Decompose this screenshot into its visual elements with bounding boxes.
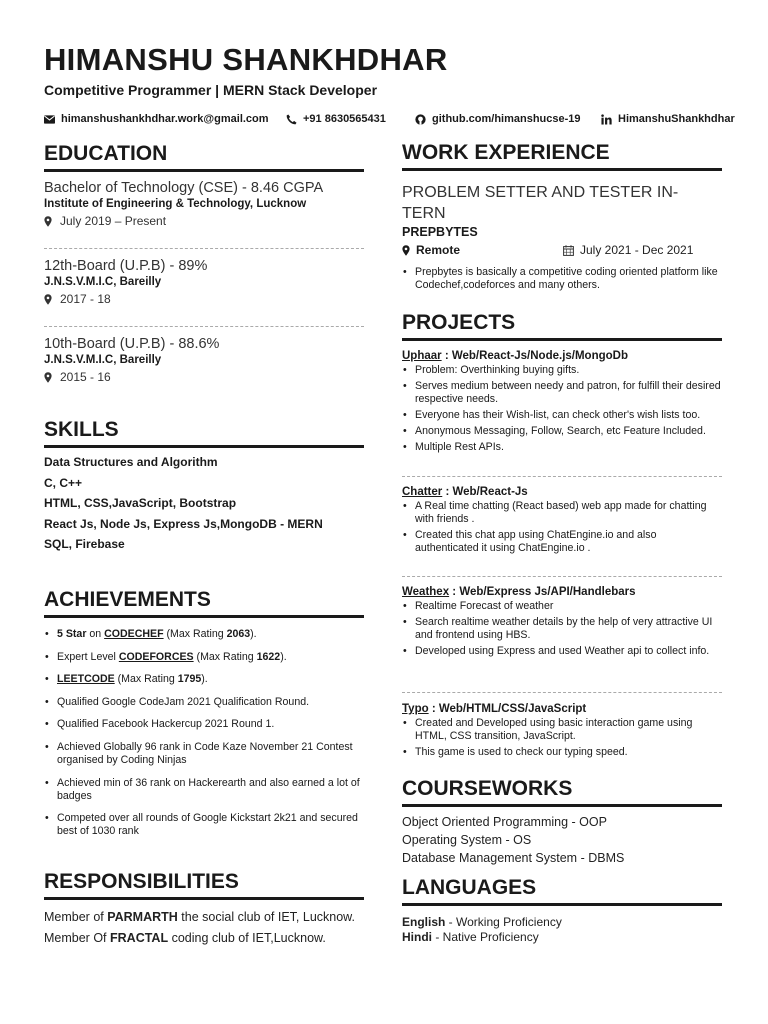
job-dates	[563, 243, 693, 257]
job-meta	[402, 242, 722, 260]
course-item: Operating System - OS	[402, 833, 532, 847]
rating-value: 2063	[226, 628, 251, 640]
institution-name: J.N.S.V.M.I.C, Bareilly	[44, 276, 162, 288]
list-item: • Realtime Forecast of weather	[402, 600, 722, 613]
project-entry	[402, 586, 722, 661]
degree-title: 10th-Board (U.P.B) - 88.6%	[44, 336, 220, 352]
responsibility-item	[44, 928, 364, 949]
language-name: English	[402, 915, 446, 929]
degree-title: 12th-Board (U.P.B) - 89%	[44, 258, 208, 274]
rating-value: 1622	[256, 650, 281, 663]
project-stack: : Web/Express Js/API/Handlebars	[449, 586, 636, 598]
codechef-link[interactable]: CODECHEF	[104, 628, 164, 640]
skill-item: React Js, Node Js, Express Js,MongoDB - MERN	[44, 516, 323, 531]
responsibilities-list	[44, 907, 364, 949]
institution-name: Institute of Engineering & Technology, Lucknow	[44, 198, 307, 210]
project-name[interactable]: Chatter	[402, 486, 443, 498]
github-text: github.com/himanshucse-19	[432, 113, 581, 125]
project-name[interactable]: Typo	[402, 703, 429, 715]
project-title	[402, 586, 722, 598]
list-item	[44, 651, 364, 664]
phone-text: +91 8630565431	[303, 113, 386, 125]
calendar-icon	[563, 245, 574, 256]
list-item	[44, 673, 364, 686]
skill-item: C, C++	[44, 475, 83, 490]
text-fragment: (Max Rating	[114, 673, 178, 686]
work-bullets	[402, 266, 722, 292]
skills-heading: SKILLS	[44, 418, 364, 448]
institution-name: J.N.S.V.M.I.C, Bareilly	[44, 354, 162, 366]
list-item: • A Real time chatting (React based) web app made for chatting with friends .	[402, 500, 722, 526]
divider	[402, 476, 722, 477]
education-date	[44, 214, 364, 228]
education-date	[44, 292, 364, 306]
project-bullets	[402, 717, 722, 759]
project-stack: : Web/React-Js	[442, 486, 528, 498]
job-location	[402, 243, 460, 257]
language-level: - Working Proficiency	[445, 915, 562, 929]
project-entry	[402, 486, 722, 558]
job-role	[402, 182, 722, 224]
language-item	[402, 930, 722, 945]
envelope-icon	[44, 114, 55, 125]
education-entry	[44, 258, 364, 306]
language-level: - Native Proficiency	[432, 930, 539, 944]
text-fragment: (Max Rating	[193, 650, 257, 663]
courseworks-heading: COURSEWORKS	[402, 777, 722, 807]
text-fragment: coding club of IET,Lucknow.	[168, 931, 326, 945]
projects-heading: PROJECTS	[402, 311, 722, 341]
list-item: • Anonymous Messaging, Follow, Search, etc Feature Included.	[402, 425, 722, 438]
language-name: Hindi	[402, 930, 432, 944]
course-item: Object Oriented Programming - OOP	[402, 815, 607, 829]
text-fragment: ).	[250, 628, 257, 640]
list-item: • Prepbytes is basically a competitive coding oriented platform like Codechef,codeforces and many others.	[402, 266, 722, 292]
education-entry	[44, 180, 364, 228]
linkedin-text: HimanshuShankhdhar	[618, 113, 735, 125]
project-entry	[402, 703, 722, 762]
work-entry	[402, 182, 722, 292]
project-name[interactable]: Weathex	[402, 586, 450, 598]
list-item: • Created and Developed using basic interaction game using HTML, CSS transition, JavaScript.	[402, 717, 722, 743]
languages-heading: LANGUAGES	[402, 876, 722, 906]
linkedin-contact[interactable]	[601, 113, 735, 125]
phone-icon	[286, 114, 297, 125]
club-name: FRACTAL	[110, 931, 169, 945]
text-fragment: the social club of IET, Lucknow.	[177, 910, 355, 924]
date-text: 2015 - 16	[60, 370, 111, 384]
project-bullets	[402, 500, 722, 555]
map-pin-icon	[44, 294, 52, 305]
list-item: • Created this chat app using ChatEngine.io and also authenticated it using ChatEngine.io .	[402, 529, 722, 555]
list-item: • Achieved Globally 96 rank in Code Kaze November 21 Contest organised by Coding Ninjas	[44, 741, 364, 767]
project-entry	[402, 350, 722, 457]
map-pin-icon	[44, 216, 52, 227]
responsibility-item	[44, 907, 364, 928]
email-text: himanshushankhdhar.work@gmail.com	[61, 113, 269, 125]
divider	[44, 248, 364, 249]
github-contact[interactable]	[415, 113, 581, 125]
work-experience-heading: WORK EXPERIENCE	[402, 141, 722, 171]
project-title	[402, 703, 722, 715]
text-fragment: ).	[280, 650, 287, 663]
rating-value: 1795	[177, 673, 202, 686]
achievements-list	[44, 628, 364, 848]
list-item: • This game is used to check our typing speed.	[402, 746, 722, 759]
list-item: • Everyone has their Wish-list, can check other's wish lists too.	[402, 409, 722, 422]
project-bullets	[402, 364, 722, 454]
education-date	[44, 370, 364, 384]
date-text: July 2019 – Present	[60, 214, 167, 228]
date-text: 2017 - 18	[60, 292, 111, 306]
leetcode-link[interactable]: LEETCODE	[57, 673, 115, 686]
text-fragment: Expert Level	[57, 650, 119, 663]
divider	[402, 576, 722, 577]
project-title	[402, 350, 722, 362]
list-item: • Achieved min of 36 rank on Hackerearth and also earned a lot of badges	[44, 777, 364, 803]
skills-list	[44, 452, 364, 555]
skill-item: SQL, Firebase	[44, 537, 125, 551]
location-text: Remote	[416, 243, 461, 257]
text-fragment: (Max Rating	[163, 628, 227, 640]
divider	[44, 326, 364, 327]
list-item: • Problem: Overthinking buying gifts.	[402, 364, 722, 377]
list-item: • Qualified Google CodeJam 2021 Qualification Round.	[44, 696, 364, 709]
list-item: • Serves medium between needy and patron, for fulfill their desired respective needs.	[402, 380, 722, 406]
project-bullets	[402, 600, 722, 658]
divider	[402, 692, 722, 693]
project-name[interactable]: Uphaar	[402, 350, 442, 362]
codeforces-link[interactable]: CODEFORCES	[118, 650, 194, 663]
text-fragment: ).	[201, 673, 208, 686]
list-item	[44, 628, 364, 641]
achievements-heading: ACHIEVEMENTS	[44, 588, 364, 618]
skill-item: HTML, CSS,JavaScript, Bootstrap	[44, 496, 237, 510]
candidate-name: HIMANSHU SHANKHDHAR	[44, 42, 448, 77]
dates-text: July 2021 - Dec 2021	[580, 243, 694, 257]
map-pin-icon	[402, 245, 410, 256]
project-stack: : Web/React-Js/Node.js/MongoDb	[441, 350, 628, 362]
text-fragment: on	[86, 628, 105, 640]
club-name: PARMARTH	[107, 910, 178, 924]
email-contact[interactable]	[44, 113, 269, 125]
list-item: • Search realtime weather details by the help of very attractive UI and frontend using HBS.	[402, 616, 722, 642]
language-item	[402, 915, 722, 930]
list-item: • Developed using Express and used Weather api to collect info.	[402, 645, 722, 658]
list-item: • Multiple Rest APIs.	[402, 441, 722, 454]
project-title	[402, 486, 722, 498]
project-stack: : Web/HTML/CSS/JavaScript	[428, 703, 587, 715]
education-entry	[44, 336, 364, 384]
company-name: PREPBYTES	[402, 225, 478, 239]
courseworks-list	[402, 813, 722, 867]
linkedin-icon	[601, 114, 612, 125]
responsibilities-heading: RESPONSIBILITIES	[44, 870, 364, 900]
course-item: Database Management System - DBMS	[402, 851, 625, 865]
phone-contact[interactable]	[286, 113, 386, 125]
degree-title: Bachelor of Technology (CSE) - 8.46 CGPA	[44, 180, 324, 196]
map-pin-icon	[44, 372, 52, 383]
text-fragment: Member Of	[44, 931, 110, 945]
text-fragment: Member of	[44, 910, 108, 924]
list-item: • Qualified Facebook Hackercup 2021 Round 1.	[44, 718, 364, 731]
list-item: • Competed over all rounds of Google Kickstart 2k21 and secured best of 1030 rank	[44, 812, 364, 838]
education-heading: EDUCATION	[44, 142, 364, 172]
github-icon	[415, 114, 426, 125]
tagline: Competitive Programmer | MERN Stack Developer	[44, 82, 378, 98]
job-role-line: TERN	[402, 205, 446, 222]
languages-list	[402, 915, 722, 945]
skill-item: Data Structures and Algorithm	[44, 455, 218, 469]
job-role-line: PROBLEM SETTER AND TESTER IN-	[402, 184, 679, 201]
star-rating: 5 Star	[57, 628, 87, 640]
